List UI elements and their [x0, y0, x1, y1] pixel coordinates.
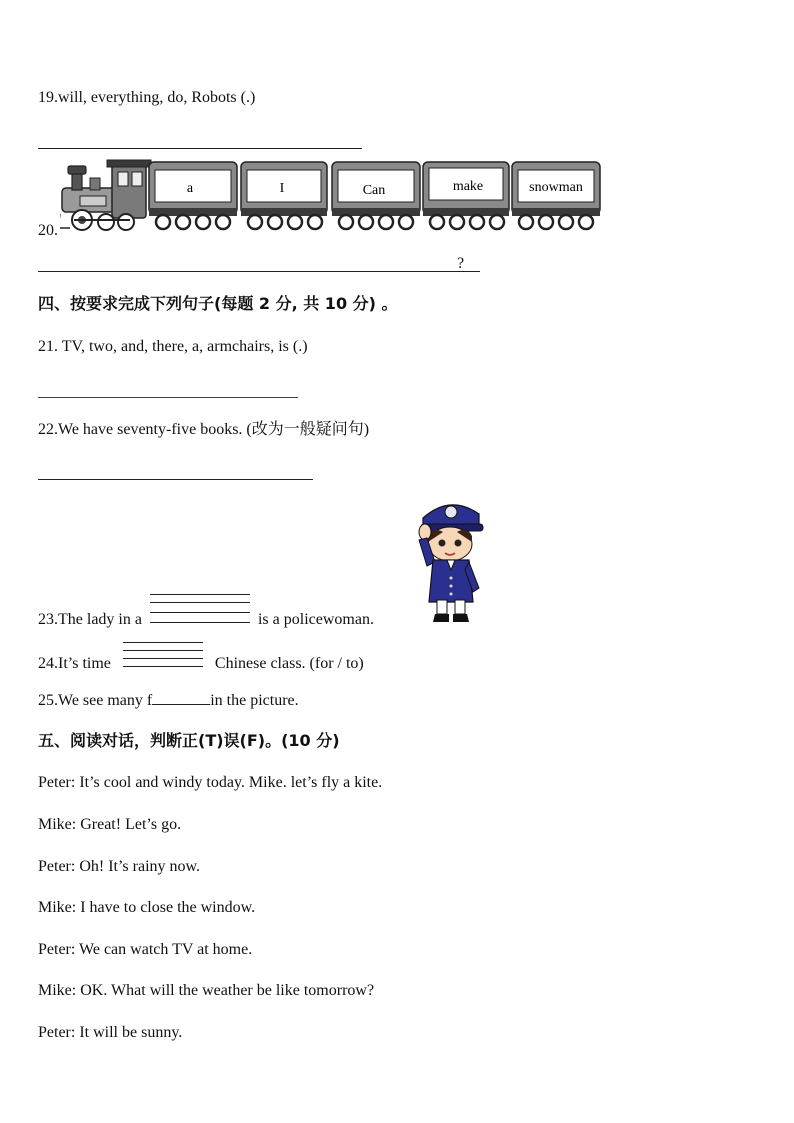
question-24-after: Chinese class. (for / to)	[214, 655, 364, 672]
train-car-4	[423, 162, 509, 229]
train-word-1: a	[186, 181, 194, 196]
answer-line-21	[38, 397, 298, 398]
question-20-number: 20.	[38, 222, 58, 239]
question-19: 19.will, everything, do, Robots (.)	[38, 89, 256, 106]
policewoman-illustration	[413, 496, 487, 626]
question-23	[38, 610, 374, 630]
question-24-before: 24.It’s time	[38, 655, 111, 672]
dialogue-line: Mike: I have to close the window.	[38, 899, 256, 916]
train-illustration	[60, 158, 605, 236]
section-5-heading: 五、阅读对话，判断正(T)误(F)。(10 分)	[38, 731, 340, 750]
answer-line-20	[38, 271, 480, 272]
question-22: 22.We have seventy-five books. (改为一般疑问句)	[38, 421, 370, 438]
train-word-4: make	[452, 179, 484, 194]
train-car-3	[332, 162, 420, 229]
question-20-end-mark: ?	[457, 255, 465, 272]
dialogue-line: Peter: It will be sunny.	[38, 1024, 183, 1041]
question-24	[38, 654, 364, 674]
section-4-heading: 四、按要求完成下列句子(每题 2 分, 共 10 分) 。	[38, 294, 398, 313]
answer-line-22	[38, 479, 313, 480]
train-car-5	[512, 162, 600, 229]
question-23-after: is a policewoman.	[257, 611, 374, 628]
question-25-after: in the picture.	[210, 692, 299, 709]
answer-blank-24[interactable]	[123, 654, 203, 674]
dialogue-line: Peter: Oh! It’s rainy now.	[38, 858, 201, 875]
answer-line-19	[38, 148, 362, 149]
dialogue-line: Mike: OK. What will the weather be like tomorrow?	[38, 982, 375, 999]
answer-blank-25[interactable]	[152, 690, 210, 705]
question-23-before: 23.The lady in a	[38, 611, 142, 628]
train-word-3: Can	[362, 183, 386, 198]
question-25-before: 25.We see many f	[38, 692, 153, 709]
train-car-1	[149, 162, 237, 229]
question-25	[38, 690, 299, 711]
dialogue-line: Mike: Great! Let’s go.	[38, 816, 182, 833]
dialogue-line: Peter: It’s cool and windy today. Mike. let’s fly a kite.	[38, 774, 383, 791]
answer-blank-23[interactable]	[150, 610, 250, 630]
train-word-2: I	[279, 181, 285, 196]
train-word-5: snowman	[529, 180, 583, 195]
question-21: 21. TV, two, and, there, a, armchairs, is (.)	[38, 338, 308, 355]
train-car-2	[241, 162, 327, 229]
locomotive-icon	[60, 160, 151, 230]
dialogue-line: Peter: We can watch TV at home.	[38, 941, 253, 958]
